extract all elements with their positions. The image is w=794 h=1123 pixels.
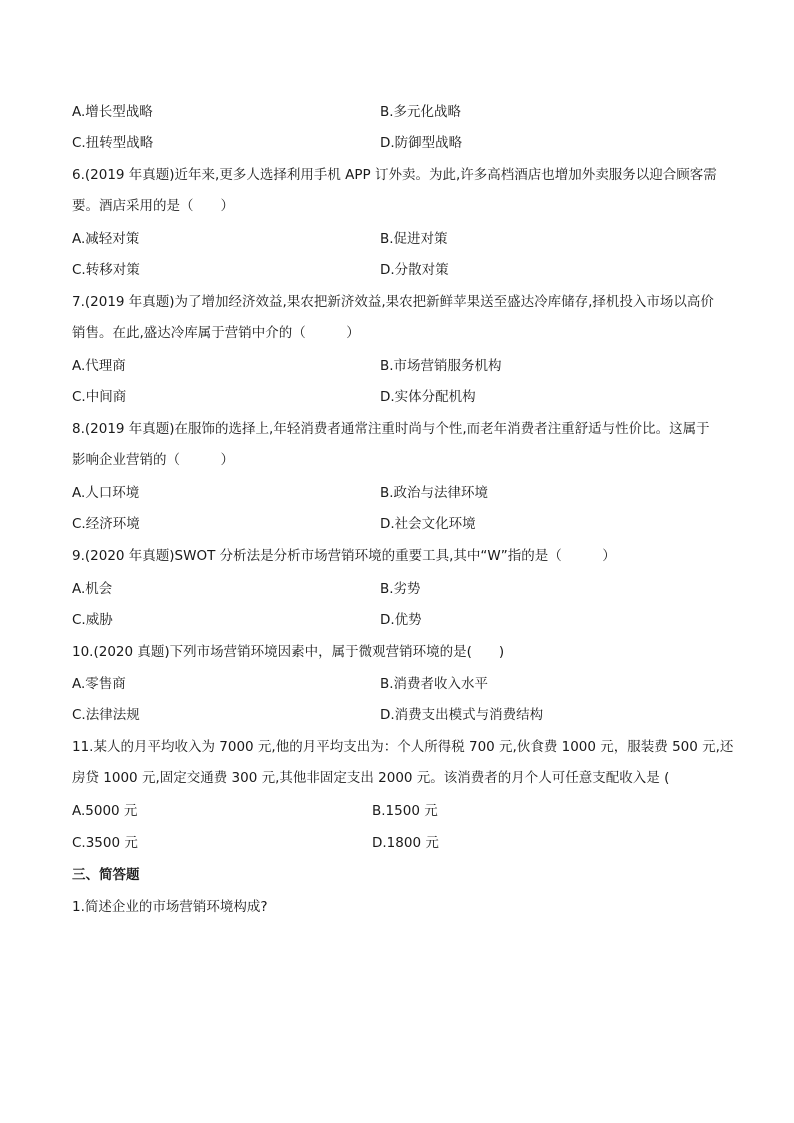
- q7-option-c: C.中间商: [72, 389, 127, 405]
- q8-option-c: C.经济环境: [72, 516, 140, 532]
- q11-option-b: B.1500 元: [372, 803, 438, 819]
- q11-stem-line1: 11.某人的月平均收入为 7000 元,他的月平均支出为：个人所得税 700 元,伙食费 1000 元，服装费 500 元,还: [72, 739, 734, 755]
- q9-option-a: A.机会: [72, 581, 113, 597]
- q5-option-b: B.多元化战略: [380, 104, 462, 120]
- q8-stem-line1: 8.(2019 年真题)在服饰的选择上,年轻消费者通常注重时尚与个性,而老年消费者注重舒适与性价比。这属于: [72, 421, 710, 437]
- q6-option-a: A.减轻对策: [72, 231, 140, 247]
- q11-option-a: A.5000 元: [72, 803, 138, 819]
- q11-option-d: D.1800 元: [372, 835, 439, 851]
- q11-stem-line2: 房贷 1000 元,固定交通费 300 元,其他非固定支出 2000 元。该消费者的月个人可任意支配收入是 (: [72, 770, 670, 786]
- q10-option-a: A.零售商: [72, 676, 126, 692]
- q9-option-b: B.劣势: [380, 581, 421, 597]
- q11-option-c: C.3500 元: [72, 835, 138, 851]
- q8-stem-line2: 影响企业营销的（ ）: [72, 452, 234, 468]
- q6-stem-line1: 6.(2019 年真题)近年来,更多人选择利用手机 APP 订外卖。为此,许多高档酒店也增加外卖服务以迎合顾客需: [72, 167, 717, 183]
- q9-option-c: C.威胁: [72, 612, 113, 628]
- q6-option-c: C.转移对策: [72, 262, 140, 278]
- q7-stem-line1: 7.(2019 年真题)为了增加经济效益,果农把新济效益,果农把新鲜苹果送至盛达冷库储存,择机投入市场以高价: [72, 294, 714, 310]
- q6-option-b: B.促进对策: [380, 231, 448, 247]
- q6-stem-line2: 要。酒店采用的是（ ）: [72, 198, 234, 214]
- q7-option-b: B.市场营销服务机构: [380, 358, 502, 374]
- q5-option-c: C.扭转型战略: [72, 135, 154, 151]
- q8-option-d: D.社会文化环境: [380, 516, 476, 532]
- q9-option-d: D.优势: [380, 612, 422, 628]
- q10-option-b: B.消费者收入水平: [380, 676, 489, 692]
- q10-option-c: C.法律法规: [72, 707, 140, 723]
- q10-stem-line1: 10.(2020 真题)下列市场营销环境因素中，属于微观营销环境的是( ): [72, 644, 505, 660]
- section-heading: 三、简答题: [72, 867, 140, 883]
- q5-option-a: A.增长型战略: [72, 104, 153, 120]
- q7-option-d: D.实体分配机构: [380, 389, 476, 405]
- q7-option-a: A.代理商: [72, 358, 126, 374]
- q9-stem-line1: 9.(2020 年真题)SWOT 分析法是分析市场营销环境的重要工具,其中“W”指的是（ ）: [72, 548, 616, 564]
- q7-stem-line2: 销售。在此,盛达冷库属于营销中介的（ ）: [72, 325, 360, 341]
- q5-option-d: D.防御型战略: [380, 135, 463, 151]
- q6-option-d: D.分散对策: [380, 262, 449, 278]
- q8-option-b: B.政治与法律环境: [380, 485, 489, 501]
- q10-option-d: D.消费支出模式与消费结构: [380, 707, 544, 723]
- short-answer-question-1: 1.简述企业的市场营销环境构成?: [72, 899, 268, 915]
- q8-option-a: A.人口环境: [72, 485, 140, 501]
